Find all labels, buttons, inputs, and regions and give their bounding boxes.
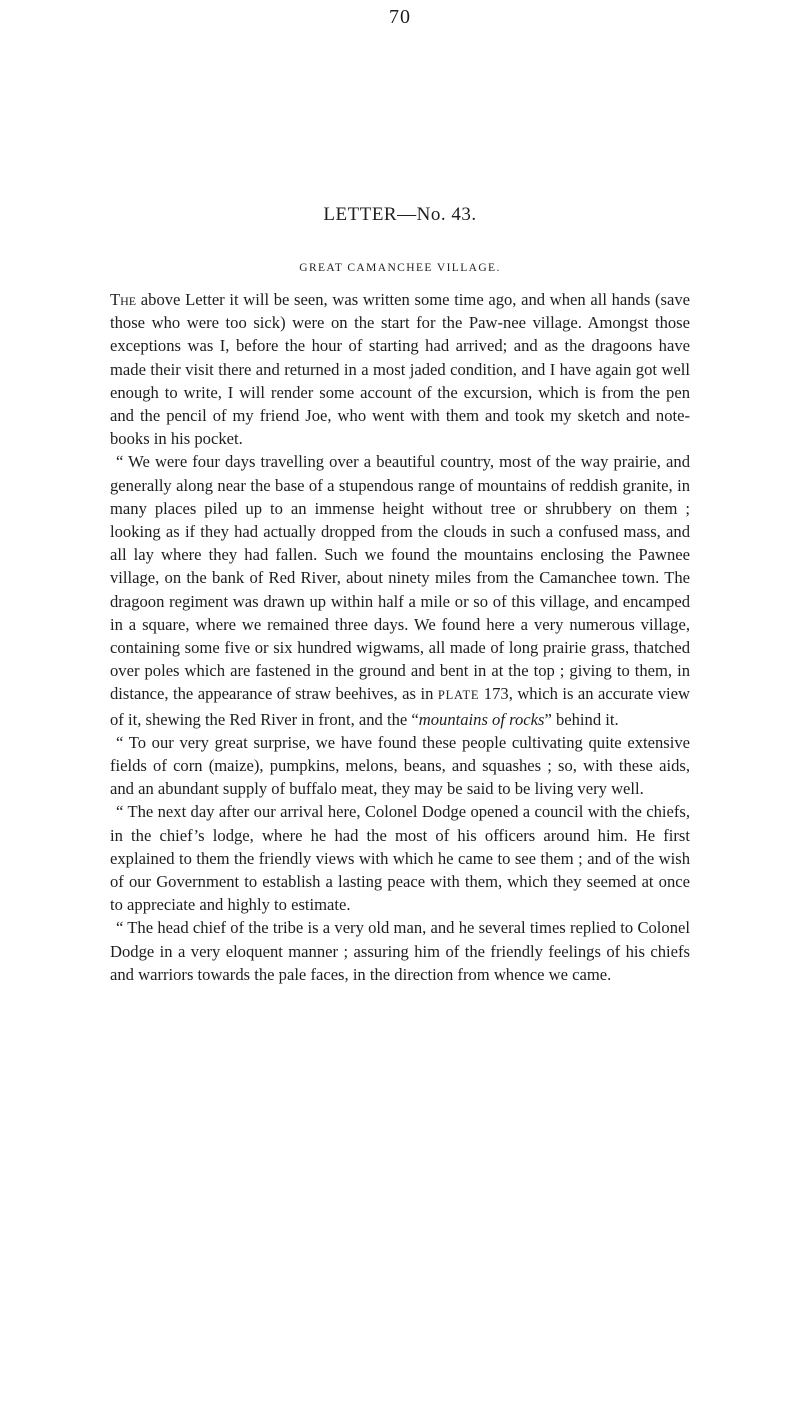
paragraph-2-text: “ We were four days travelling over a beautiful country, most of the way prairie, and generally along near the base of a stupendous range of mountains of reddish granite, in many places piled up to an immense height without tree or shrubbery on them ; looking as if they had actually dropped from the clouds in such a confused mass, and all lay where they had fallen. Such we found the mountains enclosing the Pawnee village, on the bank of Red River, about ninety miles from the Camanchee town. The dragoon regiment was drawn up within half a mile or so of this village, and encamped in a square, where we remained three days. We found here a very numerous village, containing some five or six hundred wigwams, all made of long prairie grass, thatched over poles which are fastened in the ground and bent in at the top ; giving to them, in distance, the appearance of straw beehives, as in bbox=[110, 452, 690, 704]
paragraph-4-text: “ The next day after our arrival here, Colonel Dodge opened a council with the chiefs, in the chief’s lodge, where he had the most of his officers around him. He first explained to them the friendly views with which he came to see them ; and of the wish of our Government to establish a lasting peace with them, which they seemed at once to appreciate and highly to estimate. bbox=[110, 802, 690, 915]
paragraph-1-text: above Letter it will be seen, was written some time ago, and when all hands (save those who were too sick) were on the start for the Paw-nee village. Amongst those exceptions was I, before the hour of starting had arrived; and as the dragoons have made their visit there and returned in a most jaded condition, and I have again got well enough to write, I will render some account of the excursion, which is from the pen and the pencil of my friend Joe, who went with them and took my sketch and note-books in his pocket. bbox=[110, 290, 690, 449]
body-text bbox=[110, 288, 690, 986]
page-number: 70 bbox=[389, 6, 411, 28]
section-heading: GREAT CAMANCHEE VILLAGE. bbox=[299, 262, 501, 274]
paragraph-4 bbox=[110, 800, 690, 916]
paragraph-5 bbox=[110, 916, 690, 986]
letter-heading: LETTER—No. 43. bbox=[323, 204, 477, 225]
paragraph-5-text: “ The head chief of the tribe is a very old man, and he several times replied to Colonel Dodge in a very eloquent manner ; assuring him of the friendly feelings of his chiefs and warriors towards the pale faces, in the direction from whence we came. bbox=[110, 918, 690, 984]
paragraph-1-lead: The bbox=[110, 290, 137, 309]
plate-label: PLATE bbox=[437, 688, 480, 703]
paragraph-2-italic: mountains of rocks bbox=[418, 709, 545, 729]
paragraph-2-after-italic: ” behind it. bbox=[544, 709, 619, 729]
paragraph-2-after-plate: 173, which is an accurate view of it, shewing the Red River in front, and the “ bbox=[110, 684, 690, 729]
paragraph-1 bbox=[110, 288, 690, 450]
paragraph-2 bbox=[110, 450, 690, 730]
paragraph-3-text: “ To our very great surprise, we have found these people cultivating quite extensive fields of corn (maize), pumpkins, melons, beans, and squashes ; so, with these aids, and an abundant supply of buffalo meat, they may be said to be living very well. bbox=[110, 732, 690, 799]
paragraph-3 bbox=[110, 731, 690, 801]
